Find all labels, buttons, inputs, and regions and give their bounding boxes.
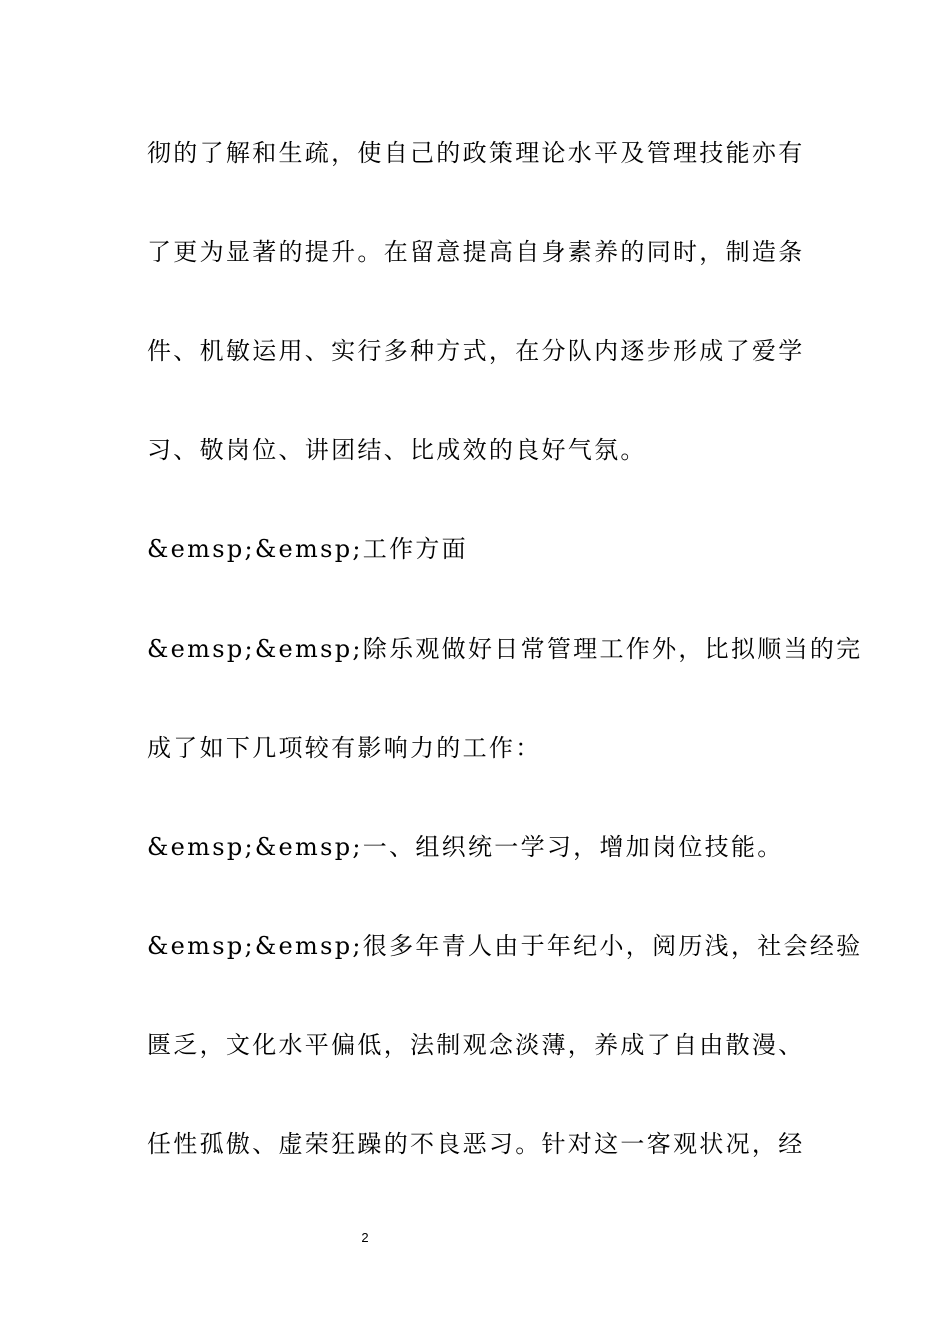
text-line-3: 件、机敏运用、实行多种方式，在分队内逐步形成了爱学	[147, 337, 805, 365]
text-line-2: 了更为显著的提升。在留意提高自身素养的同时，制造条	[147, 238, 805, 266]
text-line-1: 彻的了解和生疏，使自己的政策理论水平及管理技能亦有	[147, 139, 805, 167]
section-heading: &emsp;&emsp;工作方面	[147, 535, 468, 563]
text-line-4: 习、敬岗位、讲团结、比成效的良好气氛。	[147, 436, 647, 464]
list-item-heading: &emsp;&emsp;一、组织统一学习，增加岗位技能。	[147, 833, 784, 861]
text-line-7: 成了如下几项较有影响力的工作：	[147, 734, 542, 762]
text-line-10: 匮乏，文化水平偏低，法制观念淡薄，养成了自由散漫、	[147, 1031, 805, 1059]
text-line-9: &emsp;&emsp;很多年青人由于年纪小，阅历浅，社会经验	[147, 932, 863, 960]
page-number: 2	[361, 1230, 369, 1245]
text-line-6: &emsp;&emsp;除乐观做好日常管理工作外，比拟顺当的完	[147, 635, 863, 663]
text-line-11: 任性孤傲、虚荣狂躁的不良恶习。针对这一客观状况，经	[147, 1130, 805, 1158]
